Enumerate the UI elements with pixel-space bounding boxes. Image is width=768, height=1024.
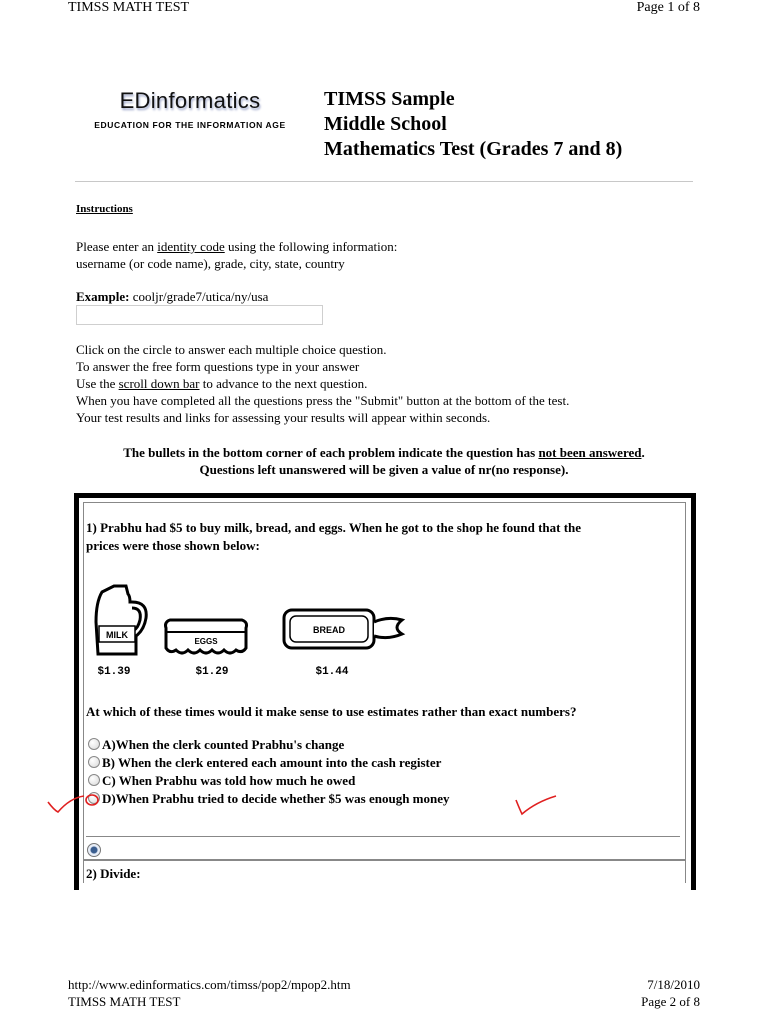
instruction-line-1: Click on the circle to answer each multiple choice question.: [76, 342, 387, 357]
red-check-mark-icon: [44, 788, 104, 818]
instructions-block: [76, 341, 569, 426]
example-line: [76, 288, 268, 305]
question-1-divider: [86, 836, 680, 837]
option-b-radio[interactable]: [88, 756, 100, 768]
question-2-prompt: 2) Divide:: [86, 866, 141, 881]
option-a[interactable]: [88, 736, 450, 754]
question-1-prompt-line-1: 1) Prabhu had $5 to buy milk, bread, and eggs. When he got to the shop he found that the: [86, 520, 582, 535]
option-a-label: A)When the clerk counted Prabhu's change: [102, 737, 345, 752]
option-a-radio[interactable]: [88, 738, 100, 750]
title-divider: [75, 181, 693, 182]
line3-prefix: Use the: [76, 376, 119, 391]
notice-prefix: The bullets in the bottom corner of each problem indicate the question has: [123, 445, 539, 460]
page-header-page-number: Page 1 of 8: [636, 0, 700, 15]
footer-title: TIMSS MATH TEST: [68, 994, 181, 1009]
eggs-label: EGGS: [194, 637, 218, 646]
line3-suffix: to advance to the next question.: [199, 376, 368, 391]
instructions-fields: username (or code name), grade, city, state, country: [76, 256, 345, 271]
answered-status-bullet-icon[interactable]: [87, 843, 101, 857]
instruction-line-2: To answer the free form questions type in your answer: [76, 359, 360, 374]
question-1-prompt: [86, 519, 581, 555]
milk-label: MILK: [106, 630, 128, 640]
identity-code-link[interactable]: identity code: [157, 239, 225, 254]
test-title: [324, 87, 622, 162]
notice-underlined: not been answered: [538, 445, 642, 460]
option-b[interactable]: [88, 754, 450, 772]
instructions-heading: Instructions: [76, 203, 133, 215]
grocery-items-illustration: [92, 582, 412, 677]
milk-price: $1.39: [97, 666, 131, 677]
identity-code-input[interactable]: [76, 305, 323, 325]
notice-line-1: [60, 444, 708, 461]
intro-prefix: Please enter an: [76, 239, 158, 254]
option-d[interactable]: [88, 790, 450, 808]
bread-price: $1.44: [315, 666, 349, 677]
instructions-intro: [76, 238, 397, 255]
question-2-box: [83, 860, 686, 883]
page-header-title: TIMSS MATH TEST: [68, 0, 190, 15]
intro-suffix: using the following information:: [224, 239, 398, 254]
option-c-label: C) When Prabhu was told how much he owed: [102, 773, 356, 788]
red-tick-icon: [512, 790, 562, 818]
notice-line-2: Questions left unanswered will be given a value of nr(no response).: [199, 462, 569, 477]
option-d-label: D)When Prabhu tried to decide whether $5 was enough money: [102, 791, 450, 806]
scroll-down-bar-link[interactable]: scroll down bar: [118, 376, 200, 391]
test-title-line-2: Middle School: [324, 113, 447, 135]
test-title-line-3: Mathematics Test (Grades 7 and 8): [324, 138, 623, 160]
instruction-line-5: Your test results and links for assessing your results will appear within seconds.: [76, 410, 491, 425]
instruction-line-4: When you have completed all the questions press the "Submit" button at the bottom of the test.: [76, 393, 570, 408]
test-title-line-1: TIMSS Sample: [324, 88, 455, 110]
logo-tagline: EDUCATION FOR THE INFORMATION AGE: [94, 120, 286, 130]
milk-jug-icon: [96, 586, 146, 654]
question-1-prompt-line-2: prices were those shown below:: [86, 538, 260, 553]
footer-date: 7/18/2010: [647, 977, 700, 992]
footer-url: http://www.edinformatics.com/timss/pop2/mpop2.htm: [68, 977, 351, 992]
option-c[interactable]: [88, 772, 450, 790]
eggs-carton-icon: [166, 620, 247, 653]
question-1-text: At which of these times would it make sense to use estimates rather than exact numbers?: [86, 704, 577, 719]
option-c-radio[interactable]: [88, 774, 100, 786]
unanswered-notice: [60, 444, 708, 478]
logo-wordmark: EDinformatics: [119, 88, 261, 113]
option-b-label: B) When the clerk entered each amount into the cash register: [102, 755, 442, 770]
instruction-line-3: [76, 375, 569, 392]
bread-label: BREAD: [312, 625, 346, 635]
eggs-price: $1.29: [195, 666, 229, 677]
footer-page-number: Page 2 of 8: [641, 994, 700, 1009]
edinformatics-logo: [90, 88, 290, 130]
example-label: Example:: [76, 289, 130, 304]
example-value: cooljr/grade7/utica/ny/usa: [129, 289, 269, 304]
question-1-options: [88, 736, 450, 808]
bread-loaf-icon: [284, 610, 402, 648]
notice-suffix: .: [641, 445, 645, 460]
